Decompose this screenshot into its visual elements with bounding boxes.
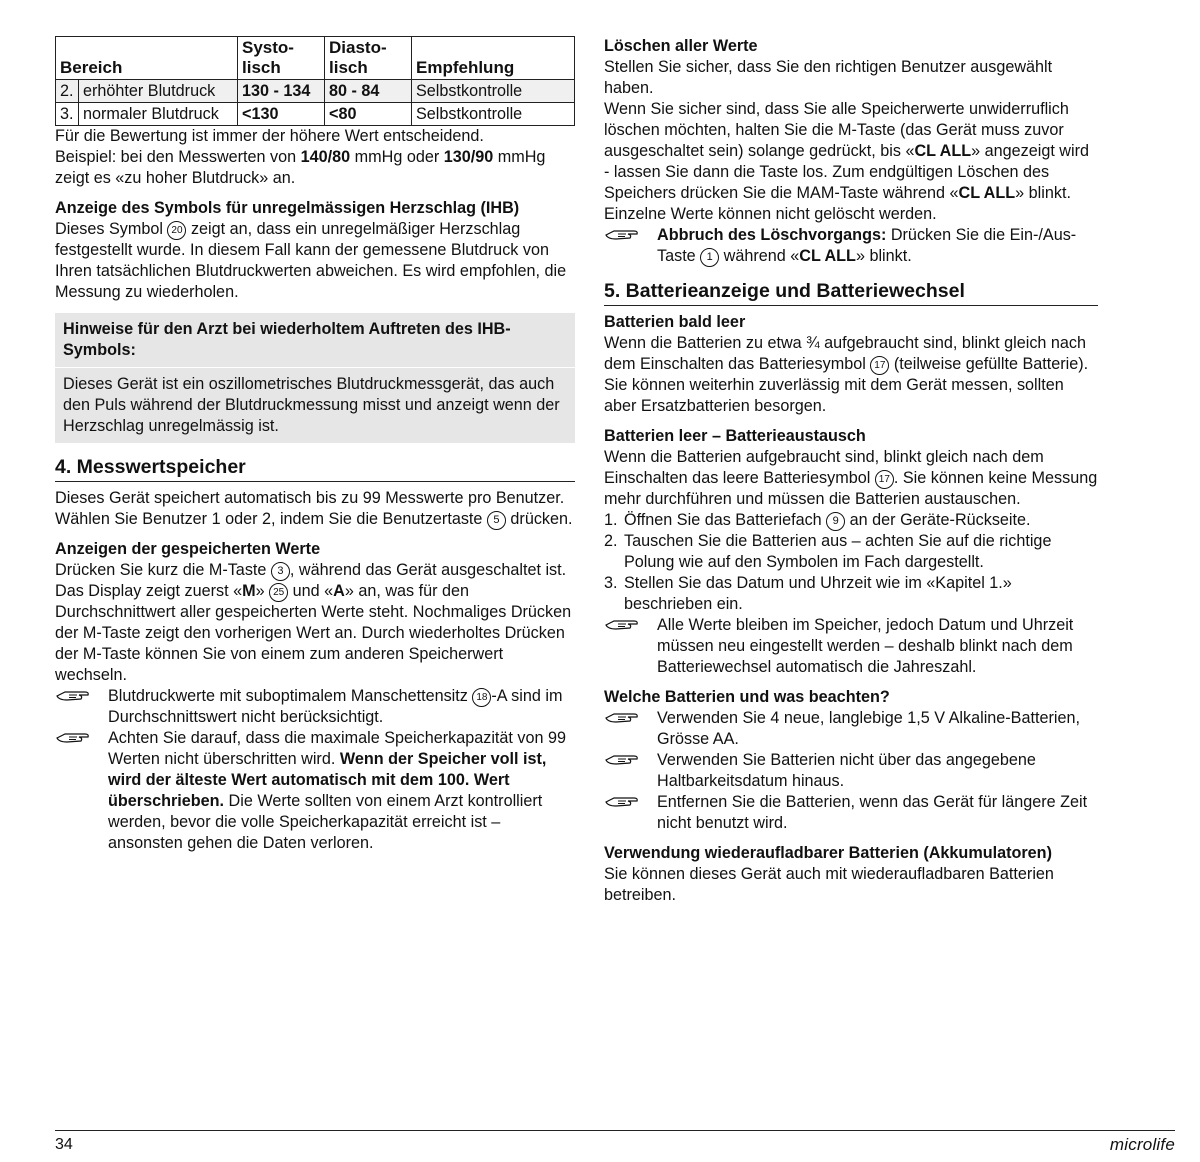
ref-number-25: 25 [269,583,288,602]
ref-number-3: 3 [271,562,290,581]
pointing-hand-icon [55,729,91,747]
delete-heading: Löschen aller Werte [604,37,758,55]
sec4-user-select: Wählen Sie Benutzer 1 oder 2, indem Sie die Benutzertaste 5 drücken. [55,510,573,528]
left-column [55,36,575,854]
box-heading: Hinweise für den Arzt bei wiederholtem Auftreten des IHB-Symbols: [63,320,511,359]
row-range: normaler Blutdruck [79,103,238,126]
row-diastolic: 80 - 84 [325,80,412,103]
pointing-hand-icon [604,751,640,769]
blood-pressure-table [55,36,575,126]
battery-empty-text: Wenn die Batterien aufgebraucht sind, blinkt gleich nach dem Einschalten das leere Batteriesymbol 17 . Sie können keine Messung mehr durchführen und müssen die Batterien austauschen. [604,448,1098,508]
header-empfehlung: Empfehlung [412,37,575,80]
ref-number-5: 5 [487,511,506,530]
delete-intro: Stellen Sie sicher, dass Sie den richtigen Benutzer ausgewählt haben. [604,58,1053,97]
row-number: 3. [56,103,79,126]
ref-number-20: 20 [167,221,186,240]
which-batteries-heading: Welche Batterien und was beachten? [604,688,890,706]
row-recommendation: Selbstkontrolle [412,103,575,126]
note-suboptimal-cuff: Blutdruckwerte mit suboptimalem Manschettensitz 18 -A sind im Durchschnittswert nicht berücksichtigt. [55,686,575,728]
table-row [56,80,575,103]
rechargeable-text: Sie können dieses Gerät auch mit wiederaufladbaren Batterien betreiben. [604,865,1054,904]
ihb-text: Dieses Symbol 20 zeigt an, dass ein unregelmäßiger Herzschlag festgestellt wurde. In diesem Fall kann der gemessene Blutdruck von Ihren tatsächlichen Blutdruckwerten abweichen. Es wird empfohlen, die Messung zu wiederholen. [55,220,567,301]
rechargeable-heading: Verwendung wiederaufladbarer Batterien (Akkumulatoren) [604,844,1052,862]
show-values-heading: Anzeigen der gespeicherten Werte [55,540,321,558]
section-5-title: 5. Batterieanzeige und Batteriewechsel [604,279,1098,306]
row-systolic: 130 - 134 [238,80,325,103]
pointing-hand-icon [604,793,640,811]
list-item: 2. Tauschen Sie die Batterien aus – achten Sie auf die richtige Polung wie auf den Symbolen im Fach dargestellt. [604,532,1052,571]
doctor-note-box [55,313,575,443]
row-number: 2. [56,80,79,103]
brand-logo: microlife [1109,1135,1175,1154]
header-bereich: Bereich [56,37,238,80]
ref-number-17: 17 [870,356,889,375]
pointing-hand-icon [604,709,640,727]
row-systolic: <130 [238,103,325,126]
page-footer [55,1130,1175,1157]
ref-number-17: 17 [875,470,894,489]
pointing-hand-icon [604,226,640,244]
note-remove-batteries: Entfernen Sie die Batterien, wenn das Gerät für längere Zeit nicht benutzt wird. [604,792,1098,834]
note-values-kept: Alle Werte bleiben im Speicher, jedoch Datum und Uhrzeit müssen neu eingestellt werden – deshalb blinkt nach dem Batteriewechsel automatisch die Jahreszahl. [604,615,1098,678]
ihb-heading: Anzeige des Symbols für unregelmässigen Herzschlag (IHB) [55,199,520,217]
ref-number-9: 9 [826,512,845,531]
note-abort-delete: Abbruch des Löschvorgangs: Drücken Sie die Ein-/Aus-Taste 1 während «CL ALL» blinkt. [604,225,1098,267]
header-systolisch: Systo- lisch [238,37,325,80]
note-expiry-date: Verwenden Sie Batterien nicht über das angegebene Haltbarkeitsdatum hinaus. [604,750,1098,792]
pointing-hand-icon [55,687,91,705]
ref-number-1: 1 [700,248,719,267]
row-recommendation: Selbstkontrolle [412,80,575,103]
note-battery-type: Verwenden Sie 4 neue, langlebige 1,5 V Alkaline-Batterien, Grösse AA. [604,708,1098,750]
delete-instructions: Wenn Sie sicher sind, dass Sie alle Speicherwerte unwiderruflich löschen möchten, halten Sie die M-Taste (das Gerät muss zuvor ausgeschaltet sein) solange gedrückt, bis «CL ALL» angezeigt wird - lassen Sie dann die Taste los. Zum endgültigen Löschen des Speichers drücken Sie die MAM-Taste während «CL ALL» blinkt. Einzelne Werte können nicht gelöscht werden. [604,100,1089,223]
table-row [56,103,575,126]
section-4-title: 4. Messwertspeicher [55,455,575,482]
sec4-intro: Dieses Gerät speichert automatisch bis zu 99 Messwerte pro Benutzer. [55,489,565,507]
table-header-row [56,37,575,80]
header-diastolisch: Diasto- lisch [325,37,412,80]
battery-steps [604,510,1098,615]
battery-empty-heading: Batterien leer – Batterieaustausch [604,427,866,445]
pointing-hand-icon [604,616,640,634]
evaluation-text: Für die Bewertung ist immer der höhere Wert entscheidend. Beispiel: bei den Messwerten von 140/80 mmHg oder 130/90 mmHg zeigt es «zu hoher Blutdruck» an. [55,127,546,187]
battery-low-heading: Batterien bald leer [604,313,746,331]
row-range: erhöhter Blutdruck [79,80,238,103]
ref-number-18: 18 [472,688,491,707]
note-memory-capacity: Achten Sie darauf, dass die maximale Speicherkapazität von 99 Werten nicht überschritten wird. Wenn der Speicher voll ist, wird der älteste Wert automatisch mit dem 100. Wert überschrieben. Die Werte sollten von einem Arzt kontrolliert werden, bevor die volle Speicherkapazität erreicht ist – ansonsten gehen die Daten verloren. [55,728,575,854]
list-item: 3. Stellen Sie das Datum und Uhrzeit wie im «Kapitel 1.» beschrieben ein. [604,574,1012,613]
row-diastolic: <80 [325,103,412,126]
right-column [604,36,1098,906]
page-number: 34 [55,1136,73,1153]
show-values-text: Drücken Sie kurz die M-Taste 3 , während das Gerät ausgeschaltet ist. Das Display zeigt zuerst «M» 25 und «A» an, was für den Durchschnittwert aller gespeicherten Werte steht. Nochmaliges Drücken der M-Taste zeigt den vorherigen Wert an. Durch wiederholtes Drücken der M-Taste können Sie von einem zum anderen Speicherwert wechseln. [55,561,572,684]
box-text: Dieses Gerät ist ein oszillometrisches Blutdruckmessgerät, das auch den Puls während der Blutdruckmessung misst und anzeigt wenn der Herzschlag unregelmässig ist. [63,375,560,435]
list-item: 1. Öffnen Sie das Batteriefach 9 an der Geräte-Rückseite. [604,511,1031,529]
battery-low-text: Wenn die Batterien zu etwa ¾ aufgebraucht sind, blinkt gleich nach dem Einschalten das Batteriesymbol 17 (teilweise gefüllte Batterie). Sie können weiterhin zuverlässig mit dem Gerät messen, sollten aber Ersatzbatterien besorgen. [604,334,1089,415]
